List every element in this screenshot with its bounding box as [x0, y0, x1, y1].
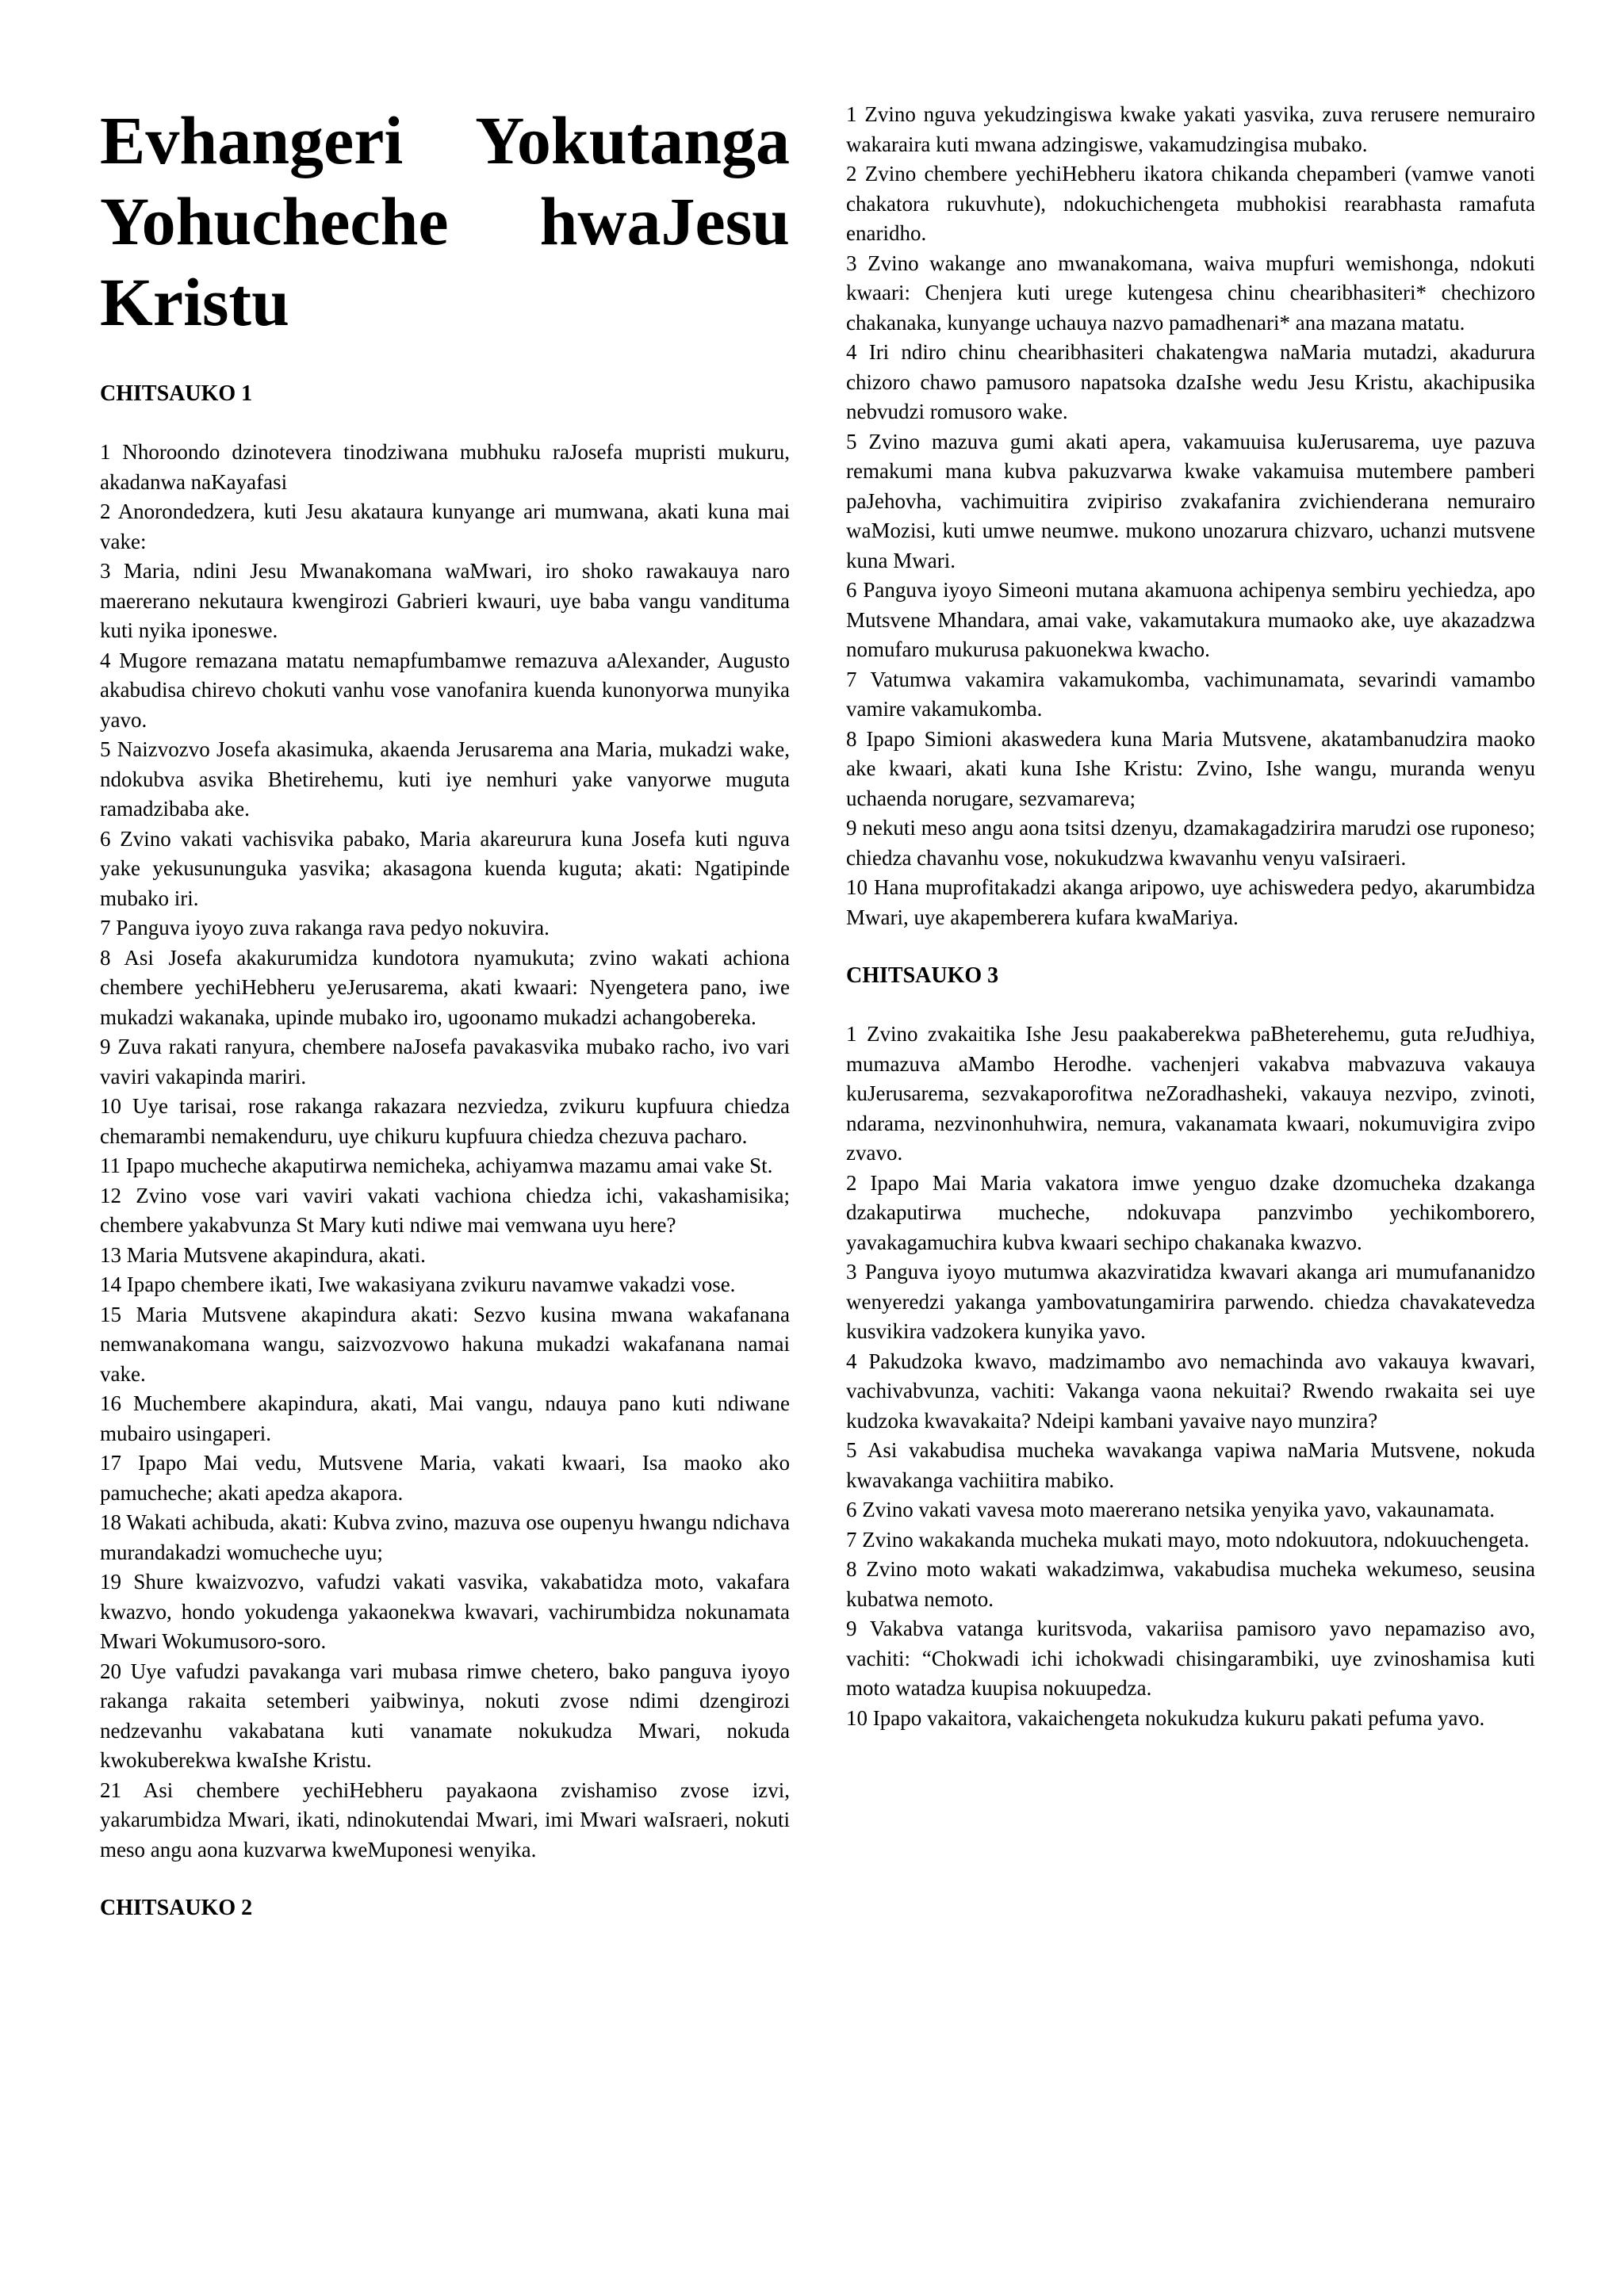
verse: 5 Zvino mazuva gumi akati apera, vakamuuisa kuJerusarema, uye pazuva remakumi mana kubva pakuzvarwa kwake vakamuisa mutembere pamberi paJehovha, vachimuitira zvipiriso zvakafanira zvichienderana nemurairo waMozisi, kuti umwe neumwe. mukono unozarura chizvaro, uchanzi mutsvene kuna Mwari.: [846, 429, 1535, 572]
verse: 1 Nhoroondo dzinotevera tinodziwana mubhuku raJosefa mupristi mukuru, akadanwa naKayafasi: [100, 440, 790, 494]
chapter-3-verses: [846, 1020, 1535, 1733]
verse: 4 Iri ndiro chinu chearibhasiteri chakatengwa naMaria mutadzi, akadurura chizoro chawo pamusoro napatsoka dzaIshe wedu Jesu Kristu, akachipusika nebvudzi romusoro wake.: [846, 340, 1535, 423]
verse: 2 Ipapo Mai Maria vakatora imwe yenguo dzake dzomucheka dzakanga dzakaputirwa mucheche, ndokuvapa panzvimbo yechikomborero, yavakagamuchira kubva kwaari sechipo chakanaka kwazvo.: [846, 1170, 1535, 1254]
chapter-2-verses: [846, 100, 1535, 932]
verse: 6 Zvino vakati vachisvika pabako, Maria akareurura kuna Josefa kuti nguva yake yekusununguka yasvika; akasagona kuenda kuguta; akati: Ngatipinde mubako iri.: [100, 826, 790, 910]
verse: 5 Naizvozvo Josefa akasimuka, akaenda Jerusarema ana Maria, mukadzi wake, ndokubva asvika Bhetirehemu, kuti iye nemhuri yake vanyorwe muguta ramadzibaba ake.: [100, 737, 790, 821]
verse: 19 Shure kwaizvozvo, vafudzi vakati vasvika, vakabatidza moto, vakafara kwazvo, hondo yokudenga yakaonekwa kwavari, vachirumbidza nokunamata Mwari Wokumusoro-soro.: [100, 1570, 790, 1653]
verse: 1 Zvino nguva yekudzingiswa kwake yakati yasvika, zuva rerusere nemurairo wakaraira kuti mwana adzingiswe, vakamudzingisa mubako.: [846, 102, 1535, 156]
verse: 13 Maria Mutsvene akapindura, akati.: [100, 1242, 426, 1267]
verse: 6 Panguva iyoyo Simeoni mutana akamuona achipenya sembiru yechiedza, apo Mutsvene Mhandara, amai vake, vakamutakura mumaoko ake, uye akazadzwa nomufaro mukurusa pakuonekwa kwacho.: [846, 578, 1535, 661]
verse: 2 Zvino chembere yechiHebheru ikatora chikanda chepamberi (vamwe vanoti chakatora rukuvhute), ndokuchichengeta mubhokisi rearabhasta ramafuta enaridho.: [846, 162, 1535, 245]
verse: 7 Vatumwa vakamira vakamukomba, vachimunamata, sevarindi vamambo vamire vakamukomba.: [846, 667, 1535, 721]
chapter-3-heading: CHITSAUKO 3: [846, 963, 999, 988]
verse: 16 Muchembere akapindura, akati, Mai vangu, ndauya pano kuti ndiwane mubairo usingaperi.: [100, 1391, 790, 1445]
verse: 21 Asi chembere yechiHebheru payakaona zvishamiso zvose izvi, yakarumbidza Mwari, ikati, ndinokutendai Mwari, imi Mwari waIsraeri, nokuti meso angu aona kuzvarwa kweMuponesi wenyika.: [100, 1777, 790, 1862]
verse: 3 Panguva iyoyo mutumwa akazviratidza kwavari akanga ari mumufananidzo wenyeredzi yakanga yambovatungamirira parwendo. chiedza chavakatevedza kusvikira vadzokera kunyika yavo.: [846, 1260, 1535, 1343]
verse: 9 Vakabva vatanga kuritsvoda, vakariisa pamisoro yavo nepamaziso avo, vachiti: “Chokwadi ichi ichokwadi chisingarambiki, uye zvinoshamisa kuti moto watadza kuupisa nokuupedza.: [846, 1617, 1535, 1700]
verse: 15 Maria Mutsvene akapindura akati: Sezvo kusina mwana wakafanana nemwanakomana wangu, saizvozvowo hakuna mukadzi wakafanana namai vake.: [100, 1302, 790, 1386]
verse: 10 Ipapo vakaitora, vakaichengeta nokukudza kukuru pakati pefuma yavo.: [846, 1705, 1485, 1730]
verse: 4 Pakudzoka kwavo, madzimambo avo nemachinda avo vakauya kwavari, vachivabvunza, vachiti: Vakanga vaona nekuitai? Rwendo rwakaita sei uye kudzoka kwavakaita? Ndeipi kambani yavaive nayo munzira?: [846, 1349, 1535, 1433]
verse: 3 Zvino wakange ano mwanakomana, waiva mupfuri wemishonga, ndokuti kwaari: Chenjera kuti urege kutengesa chinu chearibhasiteri* chechizoro chakanaka, kunyange uchauya nazvo pamadhenari* ana mazana matatu.: [846, 251, 1535, 335]
verse: 7 Zvino wakakanda mucheka mukati mayo, moto ndokuutora, ndokuuchengeta.: [846, 1527, 1530, 1552]
verse: 20 Uye vafudzi pavakanga vari mubasa rimwe chetero, bako panguva iyoyo rakanga rakaita setemberi yaibwinya, nokuti zvose ndimi dzengirozi nedzevanhu vakabatana kuti vanamate nokukudza Mwari, nokuda kwokuberekwa kwaIshe Kristu.: [100, 1659, 790, 1772]
verse: 2 Anorondedzera, kuti Jesu akataura kunyange ari mumwana, akati kuna mai vake:: [100, 499, 790, 553]
verse: 11 Ipapo mucheche akaputirwa nemicheka, achiyamwa mazamu amai vake St.: [100, 1154, 773, 1177]
verse: 12 Zvino vose vari vaviri vakati vachiona chiedza ichi, vakashamisika; chembere yakabvunza St Mary kuti ndiwe mai vemwana uyu here?: [100, 1183, 790, 1237]
verse: 8 Asi Josefa akakurumidza kundotora nyamukuta; zvino wakati achiona chembere yechiHebheru yeJerusarema, akati kwaari: Nyengetera pano, iwe mukadzi wakanaka, upinde mubako iro, ugoonamo mukadzi achangobereka.: [100, 945, 790, 1029]
verse: 3 Maria, ndini Jesu Mwanakomana waMwari, iro shoko rawakauya naro maererano nekutaura kwengirozi Gabrieri kwauri, uye baba vangu vanditumа kuti nyika iponeswe.: [100, 559, 790, 642]
verse: 8 Zvino moto wakati wakadzimwa, vakabudisa mucheka wekumeso, seusina kubatwa nemoto.: [846, 1557, 1535, 1611]
verse: 6 Zvino vakati vavesa moto maererano netsika yenyika yavo, vakaunamata.: [846, 1498, 1495, 1521]
verse: 9 nekuti meso angu aona tsitsi dzenyu, dzamakagadzirira marudzi ose ruponeso; chiedza chavanhu vose, nokukudzwa kwavanhu venyu vaIsiraeri.: [846, 816, 1535, 870]
verse: 1 Zvino zvakaitika Ishe Jesu paakaberekwa paBheterehemu, guta reJudhiya, mumazuva aMambo Herodhe. vachenjeri vakabva mabvazuva vakauya kuJerusarema, sezvakaporofitwa neZoradhasheki, vakauya nezvipo, zvinoti, ndarama, nezvinonhuhwira, nemura, vakanamata kwaari, nokumuvigira zvipo zvavo.: [846, 1022, 1535, 1165]
left-column: [100, 100, 790, 1952]
verse: 17 Ipapo Mai vedu, Mutsvene Maria, vakati kwaari, Isa maoko ako pamucheche; akati apedza akapora.: [100, 1451, 790, 1505]
document-title: Evhangeri Yokutanga Yohucheche hwaJesu Kristu: [100, 102, 790, 340]
chapter-2-heading: CHITSAUKO 2: [100, 1896, 253, 1920]
chapter-1-heading: CHITSAUKO 1: [100, 381, 253, 406]
verse: 10 Uye tarisai, rose rakanga rakazara nezviedza, zvikuru kupfuura chiedza chemarambi nemakenduru, uye chikuru kupfuura chiedza chezuva pacharo.: [100, 1094, 790, 1148]
verse: 18 Wakati achibuda, akati: Kubva zvino, mazuva ose oupenyu hwangu ndichava murandakadzi womucheche uyu;: [100, 1510, 790, 1564]
verse: 8 Ipapo Simioni akaswedera kuna Maria Mutsvene, akatambanudzira maoko ake kwaari, akati kuna Ishe Kristu: Zvino, Ishe wangu, muranda wenyu uchaenda norugare, sezvamareva;: [846, 726, 1535, 810]
verse: 7 Panguva iyoyo zuva rakanga rava pedyo nokuvira.: [100, 916, 550, 939]
verse: 10 Hana muprofitakadzi akanga aripowo, uye achiswedera pedyo, akarumbidza Mwari, uye akapemberera kufara kwaMariya.: [846, 875, 1535, 929]
chapter-1-verses: [100, 438, 790, 1865]
verse: 4 Mugore remazana matatu nemapfumbamwe remazuva aAlexander, Augusto akabudisa chirevo chokuti vanhu vose vanofanira kuenda kunonyorwa munyika yavo.: [100, 648, 790, 732]
verse: 14 Ipapo chembere ikati, Iwe wakasiyana zvikuru navamwe vakadzi vose.: [100, 1272, 736, 1296]
verse: 9 Zuva rakati ranyura, chembere naJosefa pavakasvika mubako racho, ivo vari vaviri vakapinda mariri.: [100, 1035, 790, 1089]
verse: 5 Asi vakabudisa mucheka wavakanga vapiwa naMaria Mutsvene, nokuda kwavakanga vachiitira mabiko.: [846, 1438, 1535, 1492]
right-column: [846, 100, 1535, 1733]
